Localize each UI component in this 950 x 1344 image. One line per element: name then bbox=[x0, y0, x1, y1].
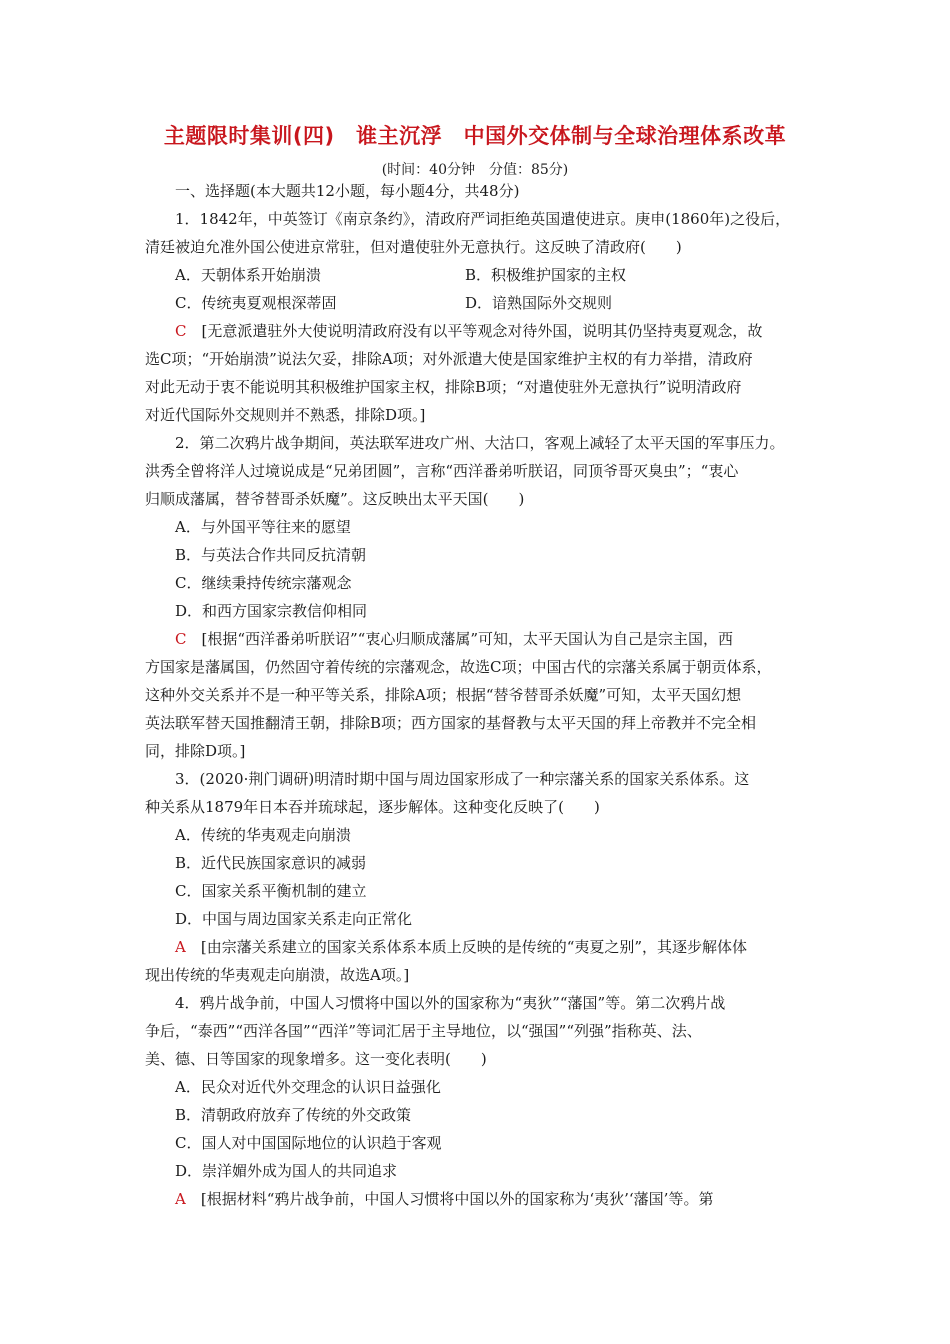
q4-stem-line: 4．鸦片战争前，中国人习惯将中国以外的国家称为“夷狄”“藩国”等。第二次鸦片战 bbox=[175, 994, 726, 1012]
q4-option-d: D．崇洋媚外成为国人的共同追求 bbox=[175, 1162, 398, 1180]
q2-answer: C bbox=[175, 630, 187, 648]
time-score-info: (时间：40分钟 分值：85分) bbox=[381, 162, 569, 178]
page-title: 主题限时集训(四) 谁主沉浮 中国外交体制与全球治理体系改革 bbox=[163, 124, 787, 148]
q1-stem-line: 清廷被迫允准外国公使进京常驻，但对遣使驻外无意执行。这反映了清政府( ) bbox=[145, 238, 682, 256]
q3-option-d: D．中国与周边国家关系走向正常化 bbox=[175, 910, 413, 928]
q4-stem-line: 美、德、日等国家的现象增多。这一变化表明( ) bbox=[145, 1050, 487, 1068]
q2-stem-line: 2．第二次鸦片战争期间，英法联军进攻广州、大沽口，客观上减轻了太平天国的军事压力。 bbox=[175, 434, 785, 452]
q2-option-c: C．继续秉持传统宗藩观念 bbox=[175, 574, 352, 592]
q1-option-d: D．谙熟国际外交规则 bbox=[465, 294, 613, 312]
q1-explanation-line: 对近代国际外交规则并不熟悉，排除D项。] bbox=[145, 406, 426, 424]
q2-explanation-line: 同，排除D项。] bbox=[145, 742, 246, 760]
q3-explanation-line: A [由宗藩关系建立的国家关系体系本质上反映的是传统的“夷夏之别”，其逐步解体体 bbox=[175, 938, 748, 956]
q1-answer: C bbox=[175, 322, 187, 340]
q2-stem-line: 洪秀全曾将洋人过境说成是“兄弟团圆”，言称“西洋番弟听朕诏，同顶爷哥灭臭虫”；“衷心 bbox=[145, 462, 739, 480]
q3-stem-line: 3．(2020·荆门调研)明清时期中国与周边国家形成了一种宗藩关系的国家关系体系。这 bbox=[175, 770, 750, 788]
q2-option-b: B．与英法合作共同反抗清朝 bbox=[175, 546, 367, 564]
section-heading: 一、选择题(本大题共12小题，每小题4分，共48分) bbox=[175, 182, 520, 200]
q4-answer: A bbox=[175, 1190, 186, 1208]
q3-option-a: A．传统的华夷观走向崩溃 bbox=[175, 826, 351, 844]
q1-option-a: A．天朝体系开始崩溃 bbox=[175, 266, 321, 284]
q1-option-b: B．积极维护国家的主权 bbox=[465, 266, 627, 284]
q1-stem-line: 1．1842年，中英签订《南京条约》，清政府严词拒绝英国遣使进京。庚申(1860年)之役后， bbox=[175, 210, 791, 228]
q2-option-d: D．和西方国家宗教信仰相同 bbox=[175, 602, 368, 620]
q3-stem-line: 种关系从1879年日本吞并琉球起，逐步解体。这种变化反映了( ) bbox=[145, 798, 600, 816]
q4-stem-line: 争后，“泰西”“西洋各国”“西洋”等词汇居于主导地位，以“强国”“列强”指称英、法、 bbox=[145, 1022, 702, 1040]
q1-explanation-line: C [无意派遣驻外大使说明清政府没有以平等观念对待外国，说明其仍坚持夷夏观念，故 bbox=[175, 322, 763, 340]
q4-explanation-line: A [根据材料“鸦片战争前，中国人习惯将中国以外的国家称为‘夷狄’‘藩国’等。第 bbox=[175, 1190, 714, 1208]
q3-explanation-line: 现出传统的华夷观走向崩溃，故选A项。] bbox=[145, 966, 410, 984]
q3-option-c: C．国家关系平衡机制的建立 bbox=[175, 882, 367, 900]
q4-option-a: A．民众对近代外交理念的认识日益强化 bbox=[175, 1078, 441, 1096]
q4-option-c: C．国人对中国国际地位的认识趋于客观 bbox=[175, 1134, 442, 1152]
q2-explanation-line: 英法联军替天国推翻清王朝，排除B项；西方国家的基督教与太平天国的拜上帝教并不完全相 bbox=[145, 714, 757, 732]
q3-answer: A bbox=[175, 938, 186, 956]
q1-option-c: C．传统夷夏观根深蒂固 bbox=[175, 294, 337, 312]
q2-explanation-line: 这种外交关系并不是一种平等关系，排除A项；根据“替爷替哥杀妖魔”可知，太平天国幻想 bbox=[145, 686, 742, 704]
q2-stem-line: 归顺成藩属，替爷替哥杀妖魔”。这反映出太平天国( ) bbox=[145, 490, 525, 508]
q2-explanation-line: C [根据“西洋番弟听朕诏”“衷心归顺成藩属”可知，太平天国认为自己是宗主国，西 bbox=[175, 630, 734, 648]
q1-explanation-line: 选C项；“开始崩溃”说法欠妥，排除A项；对外派遣大使是国家维护主权的有力举措，清政府 bbox=[145, 350, 753, 368]
q3-option-b: B．近代民族国家意识的减弱 bbox=[175, 854, 367, 872]
q1-explanation-line: 对此无动于衷不能说明其积极维护国家主权，排除B项；“对遣使驻外无意执行”说明清政府 bbox=[145, 378, 742, 396]
q4-option-b: B．清朝政府放弃了传统的外交政策 bbox=[175, 1106, 412, 1124]
q2-option-a: A．与外国平等往来的愿望 bbox=[175, 518, 351, 536]
q2-explanation-line: 方国家是藩属国，仍然固守着传统的宗藩观念，故选C项；中国古代的宗藩关系属于朝贡体系， bbox=[145, 658, 772, 676]
